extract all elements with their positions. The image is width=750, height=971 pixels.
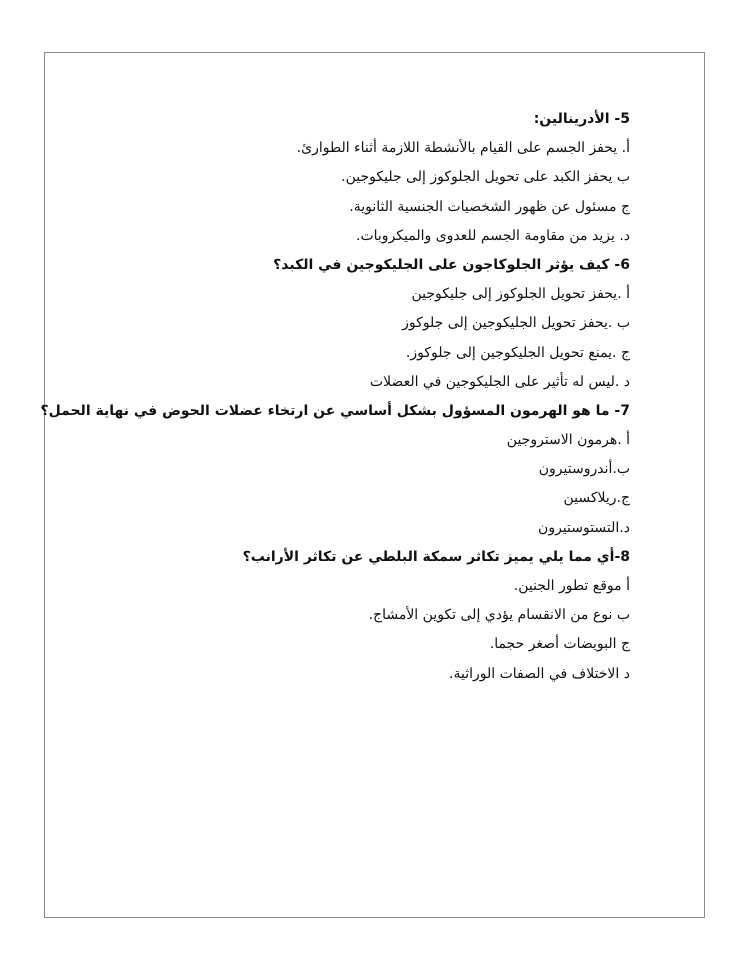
question-title: 5- الأدرينالين: <box>533 111 630 127</box>
answer-option: أ .هرمون الاستروجين <box>506 432 630 449</box>
answer-option: ب نوع من الانقسام يؤدي إلى تكوين الأمشاج. <box>368 607 630 624</box>
answer-option: ج مسئول عن ظهور الشخصيات الجنسية الثانوية. <box>349 198 630 215</box>
answer-option: ب.أندروستيرون <box>538 461 630 478</box>
question-title: 6- كيف يؤثر الجلوكاجون على الجليكوجين في الكبد؟ <box>273 256 630 273</box>
answer-option: د. يزيد من مقاومة الجسم للعدوى والميكروبات. <box>356 227 630 244</box>
answer-option: أ موقع تطور الجنين. <box>513 578 630 594</box>
answer-option: د الاختلاف في الصفات الوراثية. <box>449 665 630 682</box>
question-title: 8-أي مما يلي يميز تكاثر سمكة البلطي عن تكاثر الأرانب؟ <box>242 548 630 565</box>
answer-option: أ .يحفز تحويل الجلوكوز إلى جليكوجين <box>411 286 630 303</box>
answer-option: أ. يحفز الجسم على القيام بالأنشطة اللازمة أثناء الطوارئ. <box>296 140 630 157</box>
answer-option: ب يحفز الكبد على تحويل الجلوكوز إلى جليكوجين. <box>341 169 630 186</box>
answer-option: د.التستوستيرون <box>538 519 630 536</box>
question-title: 7- ما هو الهرمون المسؤول بشكل أساسي عن ارتخاء عضلات الحوض في نهاية الحمل؟ <box>40 402 630 419</box>
answer-option: ج .يمنع تحويل الجليكوجين إلى جلوكوز. <box>405 344 630 361</box>
answer-option: ج البويضات أصغر حجما. <box>489 636 630 653</box>
questions-list <box>40 108 630 692</box>
answer-option: ج.ريلاكسين <box>563 490 630 507</box>
answer-option: ب .يحفز تحويل الجليكوجين إلى جلوكوز <box>402 315 630 332</box>
answer-option: د .ليس له تأثير على الجليكوجين في العضلات <box>369 373 630 390</box>
